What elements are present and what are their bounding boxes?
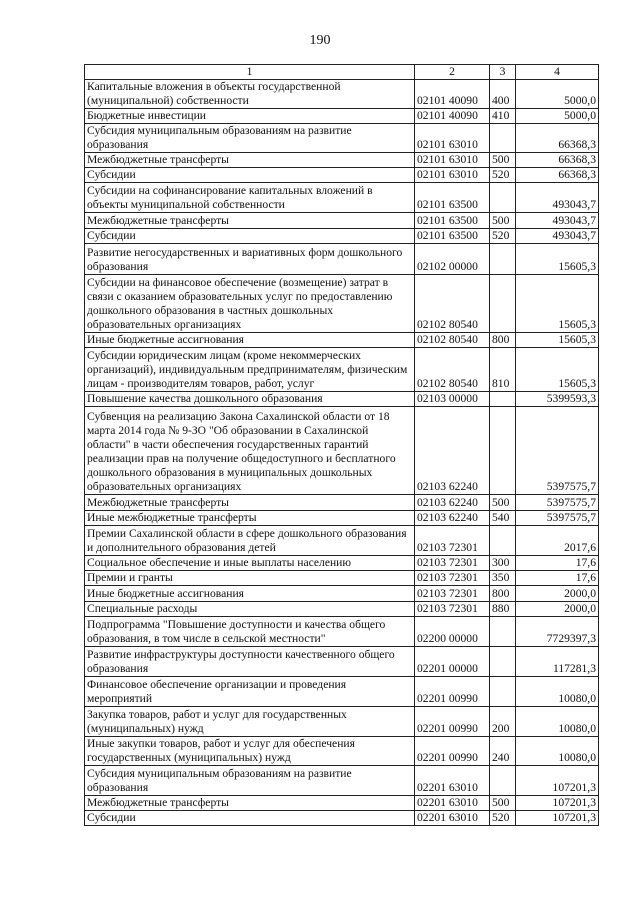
table-row: [85, 526, 599, 556]
row-amount: 10080,0: [516, 737, 599, 766]
row-target-code: 02101 63010: [415, 168, 490, 183]
row-name: Субсидии: [85, 811, 415, 826]
row-expense-type: 880: [490, 602, 516, 617]
row-target-code: 02101 63500: [415, 229, 490, 244]
row-target-code: 02103 62240: [415, 407, 490, 495]
row-target-code: 02201 63010: [415, 796, 490, 811]
table-row: [85, 586, 599, 602]
row-target-code: 02103 72301: [415, 556, 490, 571]
row-amount: 5397575,7: [516, 407, 599, 495]
row-expense-type: 410: [490, 109, 516, 124]
row-expense-type: 240: [490, 737, 516, 766]
table-row: [85, 80, 599, 109]
row-name: Субсидии на финансовое обеспечение (возмещение) затрат в связи с оказанием образовательных услуг по предоставлению дошкольного образования в частных дошкольных образовательных организациях: [85, 275, 415, 333]
row-expense-type: 500: [490, 495, 516, 511]
row-expense-type: [490, 766, 516, 796]
row-name: Субсидии на софинансирование капитальных вложений в объекты муниципальной собственности: [85, 183, 415, 213]
table-row: [85, 511, 599, 526]
row-target-code: 02103 00000: [415, 392, 490, 407]
row-target-code: 02101 40090: [415, 109, 490, 124]
row-target-code: 02101 63010: [415, 153, 490, 168]
row-amount: 15605,3: [516, 275, 599, 333]
budget-table: [84, 64, 599, 826]
row-name: Премии Сахалинской области в сфере дошкольного образования и дополнительного образования детей: [85, 526, 415, 556]
table-row: [85, 811, 599, 826]
table-row: [85, 407, 599, 495]
column-header-4: 4: [516, 65, 599, 80]
column-header-1: 1: [85, 65, 415, 80]
row-expense-type: 400: [490, 80, 516, 109]
row-amount: 107201,3: [516, 766, 599, 796]
row-name: Подпрограмма "Повышение доступности и качества общего образования, в том числе в сельской местности": [85, 617, 415, 647]
row-name: Иные бюджетные ассигнования: [85, 333, 415, 348]
row-amount: 5397575,7: [516, 511, 599, 526]
row-amount: 2000,0: [516, 586, 599, 602]
table-row: [85, 766, 599, 796]
row-expense-type: 800: [490, 333, 516, 348]
row-target-code: 02102 00000: [415, 244, 490, 275]
row-expense-type: 810: [490, 348, 516, 392]
row-expense-type: 500: [490, 796, 516, 811]
row-target-code: 02102 80540: [415, 275, 490, 333]
row-amount: 117281,3: [516, 647, 599, 677]
row-amount: 15605,3: [516, 333, 599, 348]
table-row: [85, 647, 599, 677]
row-target-code: 02200 00000: [415, 617, 490, 647]
row-name: Специальные расходы: [85, 602, 415, 617]
row-expense-type: 350: [490, 571, 516, 586]
row-expense-type: [490, 275, 516, 333]
row-name: Субсидии юридическим лицам (кроме некоммерческих организаций), индивидуальным предпринимателям, физическим лицам - производителям товаров, работ, услуг: [85, 348, 415, 392]
row-name: Иные закупки товаров, работ и услуг для обеспечения государственных (муниципальных) нужд: [85, 737, 415, 766]
row-target-code: 02201 00990: [415, 707, 490, 737]
row-amount: 2017,6: [516, 526, 599, 556]
row-amount: 66368,3: [516, 124, 599, 153]
table-row: [85, 556, 599, 571]
row-name: Субсидия муниципальным образованиям на развитие образования: [85, 766, 415, 796]
row-name: Развитие негосударственных и вариативных форм дошкольного образования: [85, 244, 415, 275]
row-amount: 493043,7: [516, 183, 599, 213]
table-row: [85, 602, 599, 617]
table-row: [85, 153, 599, 168]
table-row: [85, 617, 599, 647]
row-name: Социальное обеспечение и иные выплаты населению: [85, 556, 415, 571]
row-expense-type: [490, 617, 516, 647]
table-row: [85, 677, 599, 707]
row-expense-type: [490, 647, 516, 677]
row-target-code: 02201 00000: [415, 647, 490, 677]
table-row: [85, 168, 599, 183]
row-target-code: 02102 80540: [415, 348, 490, 392]
row-expense-type: 520: [490, 229, 516, 244]
row-name: Субсидии: [85, 229, 415, 244]
row-expense-type: [490, 124, 516, 153]
row-amount: 5000,0: [516, 109, 599, 124]
table-row: [85, 244, 599, 275]
row-target-code: 02103 72301: [415, 526, 490, 556]
row-amount: 5399593,3: [516, 392, 599, 407]
row-amount: 5000,0: [516, 80, 599, 109]
row-name: Субвенция на реализацию Закона Сахалинской области от 18 марта 2014 года № 9-ЗО "Об образовании в Сахалинской области" в части обеспечения государственных гарантий реализации прав на получение общедоступного и бесплатного дошкольного образования в муниципальных дошкольных образовательных организациях: [85, 407, 415, 495]
row-name: Межбюджетные трансферты: [85, 213, 415, 229]
row-name: Межбюджетные трансферты: [85, 495, 415, 511]
table-row: [85, 571, 599, 586]
table-row: [85, 392, 599, 407]
row-amount: 107201,3: [516, 796, 599, 811]
row-name: Иные межбюджетные трансферты: [85, 511, 415, 526]
row-expense-type: [490, 244, 516, 275]
row-amount: 7729397,3: [516, 617, 599, 647]
row-amount: 2000,0: [516, 602, 599, 617]
table-row: [85, 495, 599, 511]
row-amount: 493043,7: [516, 229, 599, 244]
header-row: [85, 65, 599, 80]
table-row: [85, 109, 599, 124]
row-name: Иные бюджетные ассигнования: [85, 586, 415, 602]
row-target-code: 02103 62240: [415, 495, 490, 511]
row-expense-type: [490, 526, 516, 556]
row-expense-type: 500: [490, 213, 516, 229]
row-expense-type: [490, 407, 516, 495]
row-target-code: 02201 63010: [415, 766, 490, 796]
row-target-code: 02201 00990: [415, 677, 490, 707]
table-row: [85, 737, 599, 766]
row-target-code: 02201 63010: [415, 811, 490, 826]
row-name: Субсидии: [85, 168, 415, 183]
row-amount: 66368,3: [516, 153, 599, 168]
row-target-code: 02101 40090: [415, 80, 490, 109]
row-target-code: 02103 72301: [415, 586, 490, 602]
row-amount: 66368,3: [516, 168, 599, 183]
row-amount: 15605,3: [516, 348, 599, 392]
row-target-code: 02101 63500: [415, 213, 490, 229]
table-row: [85, 348, 599, 392]
row-expense-type: [490, 677, 516, 707]
row-amount: 17,6: [516, 556, 599, 571]
table-row: [85, 707, 599, 737]
row-target-code: 02101 63500: [415, 183, 490, 213]
row-name: Развитие инфраструктуры доступности качественного общего образования: [85, 647, 415, 677]
row-name: Повышение качества дошкольного образования: [85, 392, 415, 407]
row-expense-type: 540: [490, 511, 516, 526]
row-amount: 10080,0: [516, 677, 599, 707]
row-target-code: 02103 72301: [415, 571, 490, 586]
row-name: Закупка товаров, работ и услуг для государственных (муниципальных) нужд: [85, 707, 415, 737]
row-name: Межбюджетные трансферты: [85, 153, 415, 168]
table-row: [85, 275, 599, 333]
row-target-code: 02103 72301: [415, 602, 490, 617]
row-name: Капитальные вложения в объекты государственной (муниципальной) собственности: [85, 80, 415, 109]
row-expense-type: [490, 183, 516, 213]
column-header-3: 3: [490, 65, 516, 80]
row-expense-type: [490, 392, 516, 407]
row-target-code: 02103 62240: [415, 511, 490, 526]
table-row: [85, 229, 599, 244]
row-target-code: 02201 00990: [415, 737, 490, 766]
row-expense-type: 520: [490, 811, 516, 826]
row-amount: 15605,3: [516, 244, 599, 275]
row-target-code: 02102 80540: [415, 333, 490, 348]
row-name: Бюджетные инвестиции: [85, 109, 415, 124]
table-body: [85, 80, 599, 826]
row-amount: 107201,3: [516, 811, 599, 826]
row-expense-type: 300: [490, 556, 516, 571]
table-row: [85, 796, 599, 811]
row-amount: 5397575,7: [516, 495, 599, 511]
table-row: [85, 213, 599, 229]
row-name: Межбюджетные трансферты: [85, 796, 415, 811]
row-amount: 10080,0: [516, 707, 599, 737]
row-expense-type: 520: [490, 168, 516, 183]
row-expense-type: 800: [490, 586, 516, 602]
page-number: 190: [309, 33, 331, 48]
row-amount: 493043,7: [516, 213, 599, 229]
row-amount: 17,6: [516, 571, 599, 586]
column-header-2: 2: [415, 65, 490, 80]
row-expense-type: 200: [490, 707, 516, 737]
table-row: [85, 124, 599, 153]
row-expense-type: 500: [490, 153, 516, 168]
row-name: Субсидия муниципальным образованиям на развитие образования: [85, 124, 415, 153]
row-name: Премии и гранты: [85, 571, 415, 586]
table-row: [85, 183, 599, 213]
table-row: [85, 333, 599, 348]
row-name: Финансовое обеспечение организации и проведения мероприятий: [85, 677, 415, 707]
row-target-code: 02101 63010: [415, 124, 490, 153]
